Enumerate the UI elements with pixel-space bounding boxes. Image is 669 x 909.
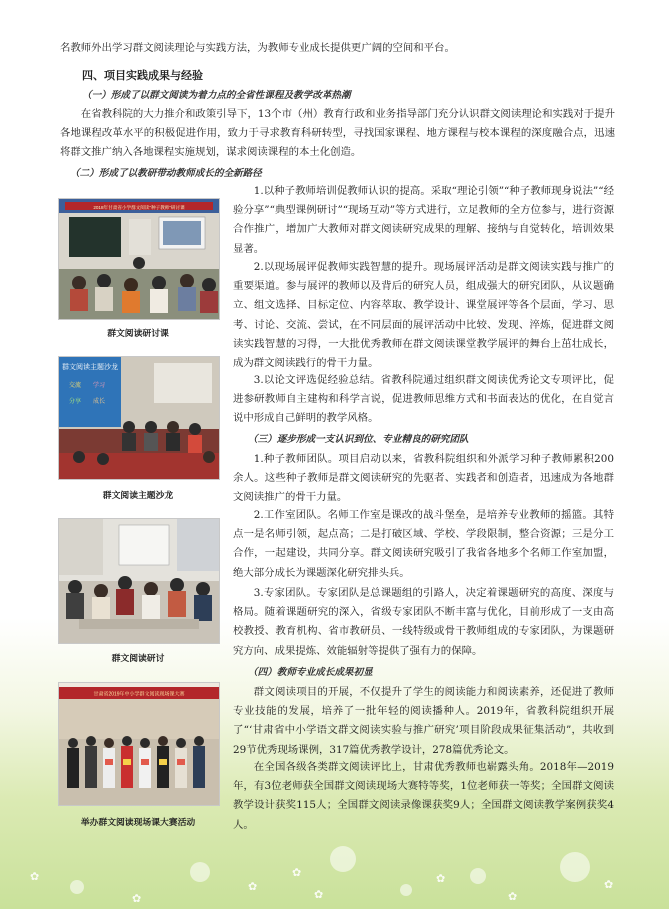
- caption-research-discussion: 群文阅读研讨: [111, 654, 165, 664]
- photo-live-lesson-contest: [58, 682, 220, 806]
- section-title: 四、项目实践成果与经验: [82, 69, 203, 82]
- sub3-heading: （三）逐步形成一支认识到位、专业精良的研究团队: [248, 434, 469, 445]
- sub1-paragraph: 在省教科院的大力推介和政策引导下，13个市（州）教育行政和业务指导部门充分认识群文阅读理论和实践对于提升各地课程改革水平的积极促进作用，致力于寻求教育科研转型，寻找国家课程、地方课程与校本课程的深度融合点，迅速将群文推广纳入各地课程实施规划，谋求阅读课程的本土化创造。: [60, 108, 615, 159]
- sub3-paragraph-3: 3.专家团队。专家团队是总课题组的引路人，决定着课题研究的高度、深度与格局。随着课题研究的深入，省级专家团队不断丰富与优化，目前形成了一支由高校教授、教育机构、省市教研员、一线特级或骨干教师组成的专家团队，为课题研究方向、成果提炼、效能辐射等提供了强有力的保障。: [233, 587, 614, 657]
- sub2-paragraph-3: 3.以论文评选促经验总结。省教科院通过组织群文阅读优秀论文专项评比，促进参研教师自主建构和科学言说，促进教师思维方式和书面表达的优化，在自觉言说中形成自己鲜明的教学风格。: [233, 374, 614, 425]
- photo2-board-word-1: 交流: [69, 383, 82, 389]
- caption-theme-salon: 群文阅读主题沙龙: [102, 491, 174, 501]
- sub3-paragraph-1: 1.种子教师团队。项目启动以来，省教科院组织和外派学习种子教师累积200余人。这些种子教师是群文阅读研究的先驱者、实践者和创造者，迅速成为各地群文阅读推广的骨干力量。: [233, 453, 614, 504]
- photo2-board-word-2: 学习: [93, 383, 106, 389]
- sub1-heading: （一）形成了以群文阅读为着力点的全省性课程及教学改革热潮: [82, 90, 351, 101]
- document-page: 名教师外出学习群文阅读理论与实践方法，为教师专业成长提供更广阔的空间和平台。 四、项目实践成果与经验 （一）形成了以群文阅读为着力点的全省性课程及教学改革热潮 在省教科院的大力推介和政策引导下，13个市（州）教育行政和业务指导部门充分认识群文阅读理论和实践对于提升各地课程改革水平的积极促进作用，致力于寻求教育科研转型，寻找国家课程、地方课程与校本课程的深度融合点，迅速将群文推广纳入各地课程实施规划，谋求阅读课程的本土化创造。 （二）形成了以教研带动教师成长的全新路径 2018年甘肃省小学群文阅读“种子教师”研讨课 群文阅读研讨课 群文阅读主题沙龙 交流 学习 分享 成长 群文阅读主题沙龙 群文阅读研讨 甘肃省2019年中小学群文阅读现场课大赛 举办群文阅读现场课大赛活动 1.以种子教师培训促教师认识的提高。采取“理论引领”“种子教师现身说法”“经验分享”“典型课例研讨”“现场互动”等方式进行，立足教师的全方位参与，进行资源合作推广，增加广大教师对群文阅读研究成果的理解、接纳与自觉转化，培训效果显著。 2.以现场展评促教师实践智慧的提升。现场展评活动是群文阅读实践与推广的重要渠道。参与展评的教师以及背后的研究人员，组成强大的研究团队，从议题确立、组文选择、目标定位、内容萃取、教学设计、课堂展评等各个层面，学习、思考、讨论、交流、尝试，在不同层面的展评活动中比较、发现、淬炼，促进群文阅读实践智慧的习得，一大批优秀教师在群文阅读课堂教学展评的舞台上茁壮成长，成为群文阅读践行的骨干力量。 3.以论文评选促经验总结。省教科院通过组织群文阅读优秀论文专项评比，促进参研教师自主建构和科学言说，促进教师思维方式和书面表达的优化，在自觉言说中形成自己鲜明的教学风格。 （三）逐步形成一支认识到位、专业精良的研究团队 1.种子教师团队。项目启动以来，省教科院组织和外派学习种子教师累积200余人。这些种子教师是群文阅读研究的先驱者、实践者和创造者，迅速成为各地群文阅读推广的骨干力量。 2.工作室团队。名师工作室是课改的战斗堡垒，是培养专业教师的摇篮。其特点一是名师引领，起点高；二是打破区域、学校、学段限制，整合资源；三是分工合作，一起建设，共同分享。群文阅读研究吸引了我省各地多个名师工作室加盟，绝大部分成长为课题深化研究排头兵。 3.专家团队。专家团队是总课题组的引路人，决定着课题研究的高度、深度与格局。随着课题研究的深入，省级专家团队不断丰富与优化，目前形成了一支由高校教授、教育机构、省市教研员、一线特级或骨干教师组成的专家团队，为课题研究方向、成果提炼、效能辐射等提供了强有力的保障。 （四）教师专业成长成果初显 群文阅读项目的开展，不仅提升了学生的阅读能力和阅读素养，还促进了教师专业技能的发展，培养了一批年轻的阅读播种人。2019年，省教科院组织开展了“‘甘肃省中小学语文群文阅读实验与推广研究’项目阶段成果征集活动”，共收到29节优秀现场课例，317篇优秀教学设计，278篇优秀论文。 在全国各级各类群文阅读评比上，甘肃优秀教师也崭露头角。2018年—2019年，有3位老师获全国群文阅读现场大赛特等奖，1位老师获一等奖；全国群文阅读教学设计获奖115人；全国群文阅读录像课获奖9人；全国群文阅读教学案例获奖4人。 ✿ ✿ ✿ ✿ ✿ ✿ ✿ ✿: [0, 0, 669, 909]
- photo-research-lesson: [58, 198, 220, 320]
- sub2-paragraph-2: 2.以现场展评促教师实践智慧的提升。现场展评活动是群文阅读实践与推广的重要渠道。参与展评的教师以及背后的研究人员，组成强大的研究团队，从议题确立、组文选择、目标定位、内容萃取、教学设计、课堂展评等各个层面，学习、思考、讨论、交流、尝试，在不同层面的展评活动中比较、发现、淬炼，促进群文阅读实践智慧的习得，一大批优秀教师在群文阅读课堂教学展评的舞台上茁壮成长，成为群文阅读践行的骨干力量。: [233, 261, 614, 370]
- photo-research-discussion: [58, 518, 220, 644]
- salon-photo: [59, 357, 219, 479]
- contest-photo: [59, 683, 219, 805]
- photo2-board-title: 群文阅读主题沙龙: [62, 364, 118, 371]
- photo4-banner: 甘肃省2019年中小学群文阅读现场课大赛: [93, 691, 185, 698]
- photo2-board-word-3: 分享: [69, 399, 82, 405]
- sub2-paragraph-1: 1.以种子教师培训促教师认识的提高。采取“理论引领”“种子教师现身说法”“经验分享”“典型课例研讨”“现场互动”等方式进行，立足教师的全方位参与，进行资源合作推广，增加广大教师对群文阅读研究成果的理解、接纳与自觉转化，培训效果显著。: [233, 185, 614, 255]
- caption-live-lesson-contest: 举办群文阅读现场课大赛活动: [80, 818, 196, 828]
- classroom-photo-1: [59, 199, 219, 319]
- intro-line: 名教师外出学习群文阅读理论与实践方法，为教师专业成长提供更广阔的空间和平台。: [60, 42, 455, 54]
- sub4-paragraph-2: 在全国各级各类群文阅读评比上，甘肃优秀教师也崭露头角。2018年—2019年，有3位老师获全国群文阅读现场大赛特等奖，1位老师获一等奖；全国群文阅读教学设计获奖115人；全国群文阅读录像课获奖9人；全国群文阅读教学案例获奖4人。: [233, 761, 614, 831]
- sub2-heading: （二）形成了以教研带动教师成长的全新路径: [70, 168, 262, 179]
- sub4-paragraph-1: 群文阅读项目的开展，不仅提升了学生的阅读能力和阅读素养，还促进了教师专业技能的发展，培养了一批年轻的阅读播种人。2019年，省教科院组织开展了“‘甘肃省中小学语文群文阅读实验与推广研究’项目阶段成果征集活动”，共收到29节优秀现场课例，317篇优秀教学设计，278篇优秀论文。: [233, 686, 614, 756]
- photo-theme-salon: [58, 356, 220, 480]
- sub4-heading: （四）教师专业成长成果初显: [248, 667, 373, 678]
- discussion-photo: [59, 519, 219, 643]
- caption-research-lesson: 群文阅读研讨课: [107, 329, 169, 339]
- photo1-banner: 2018年甘肃省小学群文阅读“种子教师”研讨课: [93, 205, 185, 210]
- sub3-paragraph-2: 2.工作室团队。名师工作室是课改的战斗堡垒，是培养专业教师的摇篮。其特点一是名师引领，起点高；二是打破区域、学校、学段限制，整合资源；三是分工合作，一起建设，共同分享。群文阅读研究吸引了我省各地多个名师工作室加盟，绝大部分成长为课题深化研究排头兵。: [233, 509, 614, 579]
- photo2-board-word-4: 成长: [93, 399, 106, 405]
